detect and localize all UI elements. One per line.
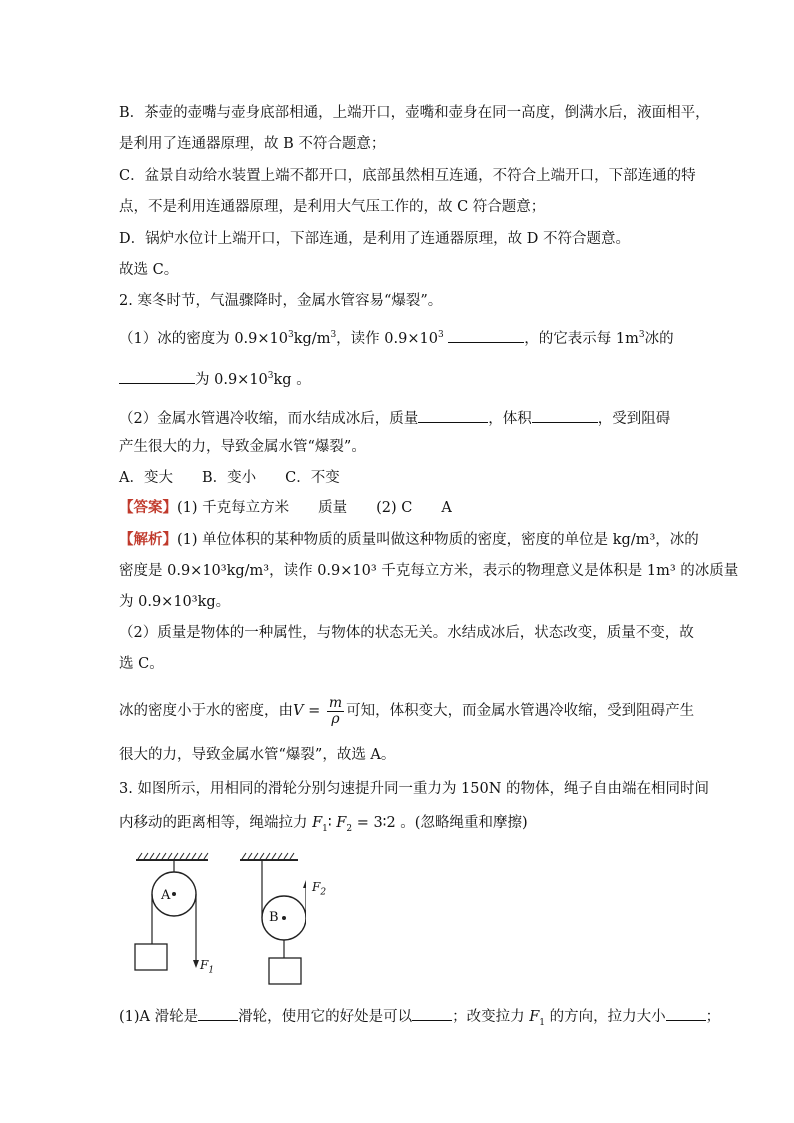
pulley-a [135, 860, 199, 970]
analysis-text: 可知，体积变大，而金属水管遇冷收缩，受到阻碍产生 [346, 703, 695, 719]
q3-colon: ∶ [327, 815, 337, 831]
analysis-line7: 很大的力，导致金属水管“爆裂”，故选 A。 [119, 747, 396, 763]
question-2-part2-line2: 产生很大的力，导致金属水管“爆裂”。 [119, 439, 366, 455]
answer-tag: 【答案】 [119, 499, 177, 516]
q2-text: ，受到阻碍 [597, 411, 671, 427]
analysis-line1 [119, 530, 699, 550]
option-c-line2: 点，不是利用连通器原理，是利用大气压工作的，故 C 符合题意； [119, 199, 546, 215]
force-f1-sub: 1 [322, 823, 328, 834]
q2-text: ，读作 0.9×10 [336, 330, 438, 347]
force-f1-sub: 1 [539, 1017, 546, 1028]
q3-text: 滑轮，使用它的好处是可以 [238, 1009, 413, 1025]
q3-text: 的方向，拉力大小 [545, 1009, 666, 1025]
answer-line [119, 498, 452, 518]
question-3-part1 [119, 1004, 720, 1033]
formula-v: V [293, 703, 304, 719]
label-f1-letter: F [200, 958, 209, 972]
label-f1 [200, 958, 214, 975]
answer-blank-volume[interactable] [532, 406, 598, 423]
analysis-line2: 密度是 0.9×10³kg/m³，读作 0.9×10³ 千克每立方米，表示的物理意义是体积是 1m³ 的冰质量 [119, 563, 739, 579]
label-b: B [269, 910, 279, 925]
answer-blank-mass[interactable] [418, 406, 488, 423]
formula-denominator: ρ [331, 710, 340, 727]
question-2-stem: 2. 寒冬时节，气温骤降时，金属水管容易“爆裂”。 [119, 293, 443, 309]
option-c-line1: C．盆景自动给水装置上端不都开口，底部虽然相互连通，不符合上端开口，下部连通的特 [119, 168, 696, 184]
label-f1-sub: 1 [208, 965, 215, 976]
question-2-part2-line1 [119, 406, 670, 429]
analysis-text: 冰的密度小于水的密度，由 [119, 703, 293, 719]
force-f2: F [336, 815, 347, 831]
q3-text: 。(忽略绳重和摩擦) [395, 815, 528, 831]
formula-eq: = [303, 703, 325, 719]
label-f2 [312, 880, 326, 897]
q2-text: 为 0.9×10 [195, 371, 268, 388]
q2-text: kg 。 [273, 371, 311, 388]
q2-sup: 3 [638, 330, 645, 340]
option-b-line1: B．茶壶的壶嘴与壶身底部相通，上端开口，壶嘴和壶身在同一高度，倒满水后，液面相平， [119, 105, 710, 121]
question-3-line1: 3. 如图所示，用相同的滑轮分别匀速提升同一重力为 150N 的物体，绳子自由端在相同时间 [119, 781, 710, 797]
question-3-line2 [119, 813, 528, 839]
q3-text: ；改变拉力 [452, 1009, 530, 1025]
analysis-text: (1) 单位体积的某种物质的质量叫做这种物质的密度，密度的单位是 kg/m³，冰的 [177, 532, 699, 548]
option-d-line: D．锅炉水位计上端开口，下部连通，是利用了连通器原理，故 D 不符合题意。 [119, 231, 630, 247]
pulley-figure [126, 852, 306, 988]
q2-text: （1）冰的密度为 0.9×10 [119, 330, 288, 347]
q2-sup: 3 [437, 330, 444, 340]
ceiling-right [240, 853, 298, 860]
question-2-part1-line2 [119, 366, 311, 390]
ceiling-left [136, 853, 208, 860]
q2-text: 冰的 [644, 330, 674, 347]
force-f2-sub: 2 [346, 823, 353, 834]
analysis-tag: 【解析】 [119, 531, 177, 548]
question-2-part1-line1 [119, 325, 674, 349]
question-2-options: A．变大 B．变小 C．不变 [119, 470, 340, 486]
answer-blank-pulley-type[interactable] [198, 1004, 238, 1021]
label-f2-letter: F [312, 880, 321, 894]
force-f1: F [529, 1009, 540, 1025]
analysis-line5: 选 C。 [119, 656, 164, 672]
answer-blank-force-size[interactable] [666, 1004, 706, 1021]
q2-sup: 3 [288, 330, 294, 340]
q3-ratio: = 3∶2 [352, 815, 396, 831]
q2-sup: 3 [330, 330, 337, 340]
formula-fraction [327, 696, 344, 727]
option-b-line2: 是利用了连通器原理，故 B 不符合题意； [119, 136, 386, 152]
q2-text: kg/m [293, 330, 331, 347]
label-f2-sub: 2 [320, 887, 327, 898]
q2-text: （2）金属水管遇冷收缩，而水结成冰后，质量 [119, 411, 419, 427]
label-a: A [161, 888, 171, 903]
q3-text: ； [705, 1009, 721, 1025]
answer-blank-1[interactable] [448, 326, 524, 343]
q2-text: ，的它表示每 1m [524, 330, 639, 347]
choose-c: 故选 C。 [119, 262, 179, 278]
answer-blank-2[interactable] [119, 367, 195, 384]
q3-text: (1)A 滑轮是 [119, 1009, 199, 1025]
q2-text: ，体积 [488, 411, 532, 427]
q2-sup: 3 [267, 371, 274, 381]
q3-text: 内移动的距离相等，绳端拉力 [119, 815, 313, 831]
answer-blank-benefit[interactable] [412, 1004, 452, 1021]
force-f1: F [312, 815, 323, 831]
analysis-line3: 为 0.9×10³kg。 [119, 594, 231, 610]
analysis-line6 [119, 695, 694, 727]
formula-numerator: m [328, 694, 343, 711]
answer-text: (1) 千克每立方米 质量 (2) C A [177, 500, 452, 516]
analysis-line4: （2）质量是物体的一种属性，与物体的状态无关。水结成冰后，状态改变，质量不变，故 [119, 625, 694, 641]
